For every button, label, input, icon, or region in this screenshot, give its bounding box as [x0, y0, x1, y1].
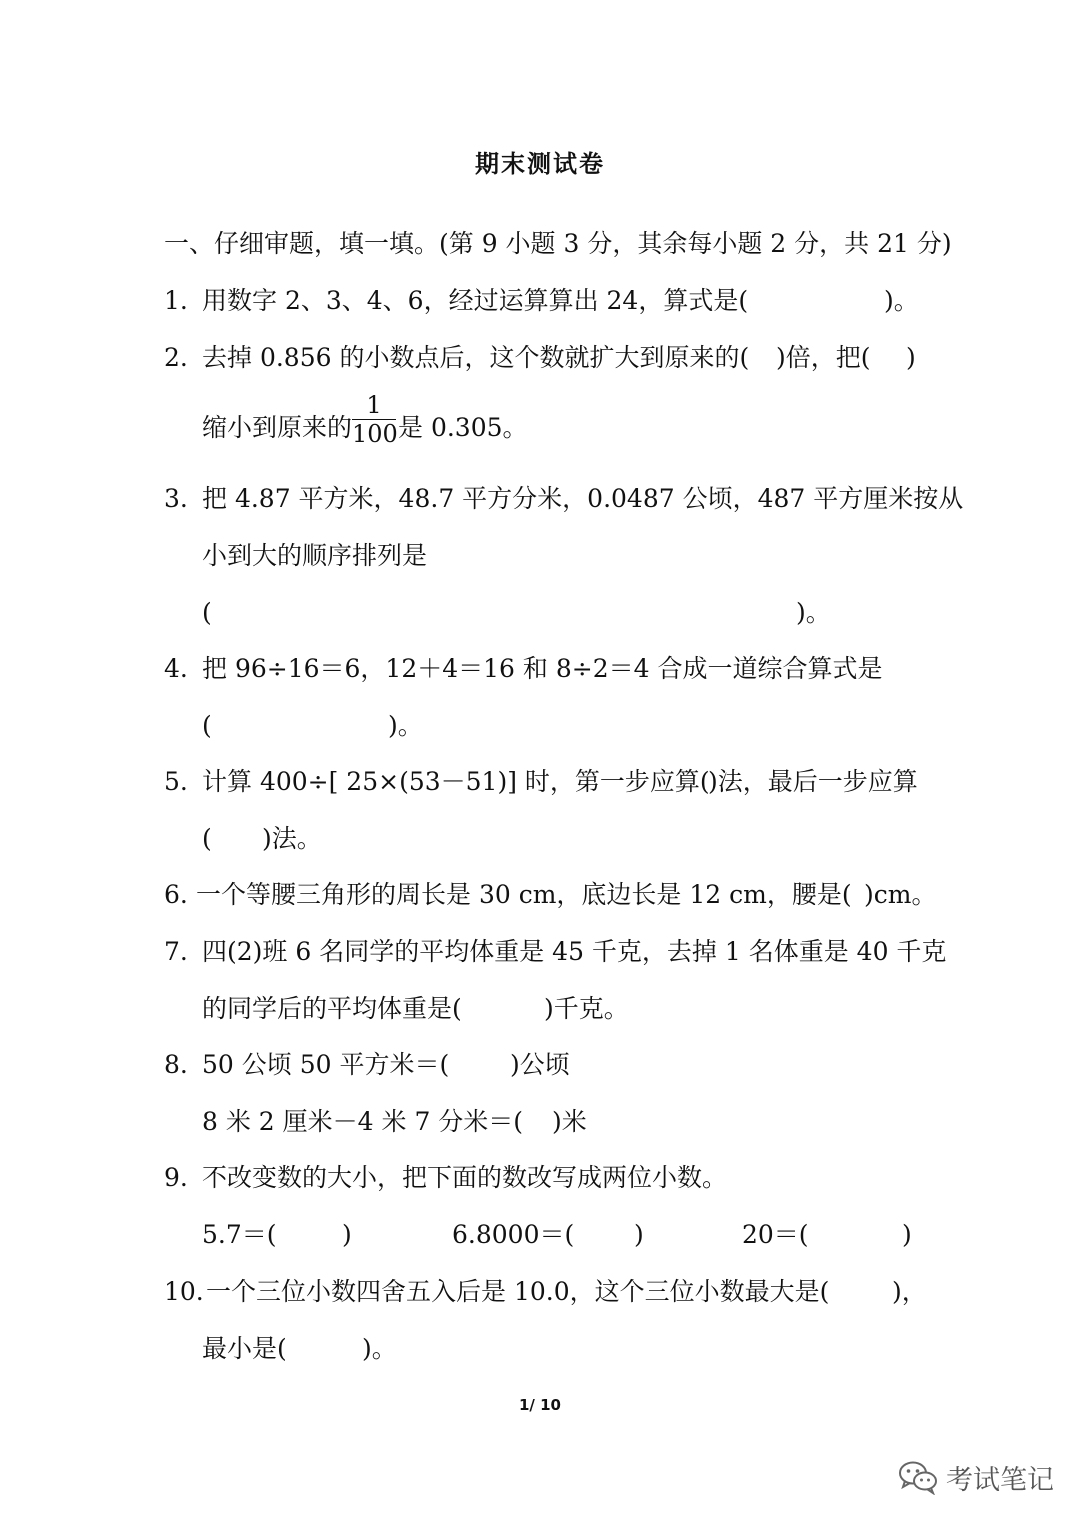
answer-open: (: [202, 711, 212, 740]
question-text: 用数字 2、3、4、6，经过运算算出 24，算式是(: [202, 286, 749, 315]
question-number: 2.: [164, 343, 188, 372]
question-text: )千克。: [544, 994, 629, 1023]
question-number: 6.: [164, 880, 188, 909]
watermark-text: 考试笔记: [946, 1464, 1054, 1496]
item-2-close: ): [634, 1220, 644, 1249]
question-text: 一个等腰三角形的周长是 30 cm，底边长是 12 cm，腰是(: [196, 880, 852, 909]
question-number: 5.: [164, 767, 188, 796]
question-text: 50 公顷 50 平方米＝(: [202, 1050, 450, 1079]
question-number: 10.: [164, 1277, 204, 1306]
question-text: 是 0.305。: [398, 413, 528, 442]
question-number: 9.: [164, 1163, 188, 1192]
question-text: )倍，把(: [776, 343, 871, 372]
question-text: 去掉 0.856 的小数点后，这个数就扩大到原来的(: [202, 343, 750, 372]
question-text: 8 米 2 厘米－4 米 7 分米＝(: [202, 1107, 524, 1136]
question-text: )公顷: [510, 1050, 570, 1079]
question-text: )。: [362, 1334, 397, 1363]
question-text: )法，最后一步应算: [708, 767, 918, 796]
question-text: )cm。: [864, 880, 937, 909]
question-number: 1.: [164, 286, 188, 315]
question-text: )米: [552, 1107, 587, 1136]
answer-close: )。: [796, 598, 831, 627]
fraction-numerator: 1: [366, 391, 382, 419]
question-text: 不改变数的大小，把下面的数改写成两位小数。: [202, 1163, 728, 1192]
question-text: 缩小到原来的: [202, 413, 353, 442]
fraction-denominator: 100: [352, 420, 398, 448]
answer-close: )法。: [262, 824, 322, 853]
page-title: 期末测试卷: [475, 150, 605, 178]
watermark: [898, 1452, 1054, 1502]
question-text: 的同学后的平均体重是(: [202, 994, 462, 1023]
question-text: 把 96÷16＝6，12＋4＝16 和 8÷2＝4 合成一道综合算式是: [202, 654, 883, 683]
item-1-close: ): [342, 1220, 352, 1249]
question-text: 最小是(: [202, 1334, 287, 1363]
fraction: [352, 392, 396, 447]
question-number: 3.: [164, 484, 188, 513]
question-number: 4.: [164, 654, 188, 683]
question-text: 小到大的顺序排列是: [202, 541, 428, 570]
question-number: 8.: [164, 1050, 188, 1079]
question-text: 把 4.87 平方米，48.7 平方分米，0.0487 公顷，487 平方厘米按从: [202, 484, 964, 513]
item-1: 5.7＝(: [202, 1220, 277, 1249]
question-text: 四(2)班 6 名同学的平均体重是 45 千克，去掉 1 名体重是 40 千克: [202, 937, 947, 966]
answer-close: )。: [884, 286, 919, 315]
item-3-close: ): [902, 1220, 912, 1249]
answer-close: )。: [388, 711, 423, 740]
page-number: 1/ 10: [518, 1396, 561, 1414]
question-text: )，: [892, 1277, 927, 1306]
wechat-icon: [898, 1459, 938, 1495]
question-text: 计算 400÷[ 25×(53－51)] 时，第一步应算(: [202, 767, 710, 796]
question-text: 一个三位小数四舍五入后是 10.0，这个三位小数最大是(: [206, 1277, 830, 1306]
answer-open: (: [202, 824, 212, 853]
question-number: 7.: [164, 937, 188, 966]
answer-open: (: [202, 598, 212, 627]
item-2: 6.8000＝(: [452, 1220, 575, 1249]
answer-close: ): [906, 343, 916, 372]
item-3: 20＝(: [742, 1220, 809, 1249]
section-heading-text: 一、仔细审题，填一填。(第 9 小题 3 分，其余每小题 2 分，共 21 分): [164, 229, 952, 258]
